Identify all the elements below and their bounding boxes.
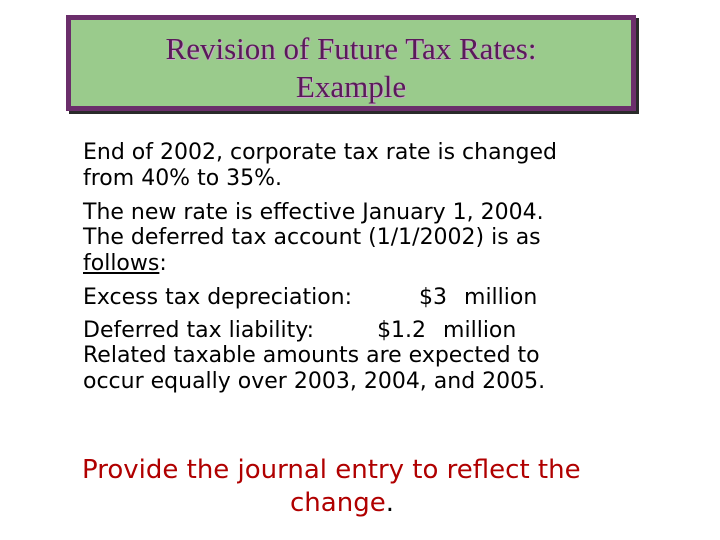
- call-period: .: [385, 488, 394, 518]
- colon: :: [159, 251, 167, 276]
- liability-value: $1.2: [377, 318, 427, 343]
- title-box: [66, 15, 636, 111]
- slide-title-line-2: Example: [295, 69, 407, 104]
- call-word: change: [290, 488, 386, 518]
- text-line: The deferred tax account (1/1/2002) is as: [83, 225, 541, 250]
- slide-title-line-1: Revision of Future Tax Rates:: [165, 31, 537, 66]
- excess-unit: million: [464, 285, 538, 310]
- paragraph-rate-change: [83, 140, 693, 192]
- liability-label: Deferred tax liability:: [83, 318, 315, 343]
- call-line-1: Provide the journal entry to reflect the: [82, 455, 581, 485]
- deferred-liability-row: [83, 318, 693, 343]
- underlined-word: follows: [83, 251, 160, 276]
- text-line: [83, 251, 693, 277]
- excess-value: $3: [419, 285, 448, 310]
- excess-label: Excess tax depreciation:: [83, 285, 353, 310]
- call-line-2: [82, 487, 662, 520]
- text-line: from 40% to 35%.: [83, 166, 283, 191]
- text-line: occur equally over 2003, 2004, and 2005.: [83, 369, 546, 394]
- excess-depreciation-row: [83, 285, 693, 310]
- paragraph-effective-date: The new rate is effective January 1, 2004.: [83, 200, 544, 225]
- paragraph-related-amounts: [83, 343, 693, 395]
- text-line: Related taxable amounts are expected to: [83, 343, 540, 368]
- call-to-action: [82, 454, 662, 520]
- slide-body: [83, 140, 693, 395]
- paragraph-deferred-account: [83, 225, 693, 277]
- liability-unit: million: [443, 318, 517, 343]
- text-line: End of 2002, corporate tax rate is changed: [83, 140, 557, 165]
